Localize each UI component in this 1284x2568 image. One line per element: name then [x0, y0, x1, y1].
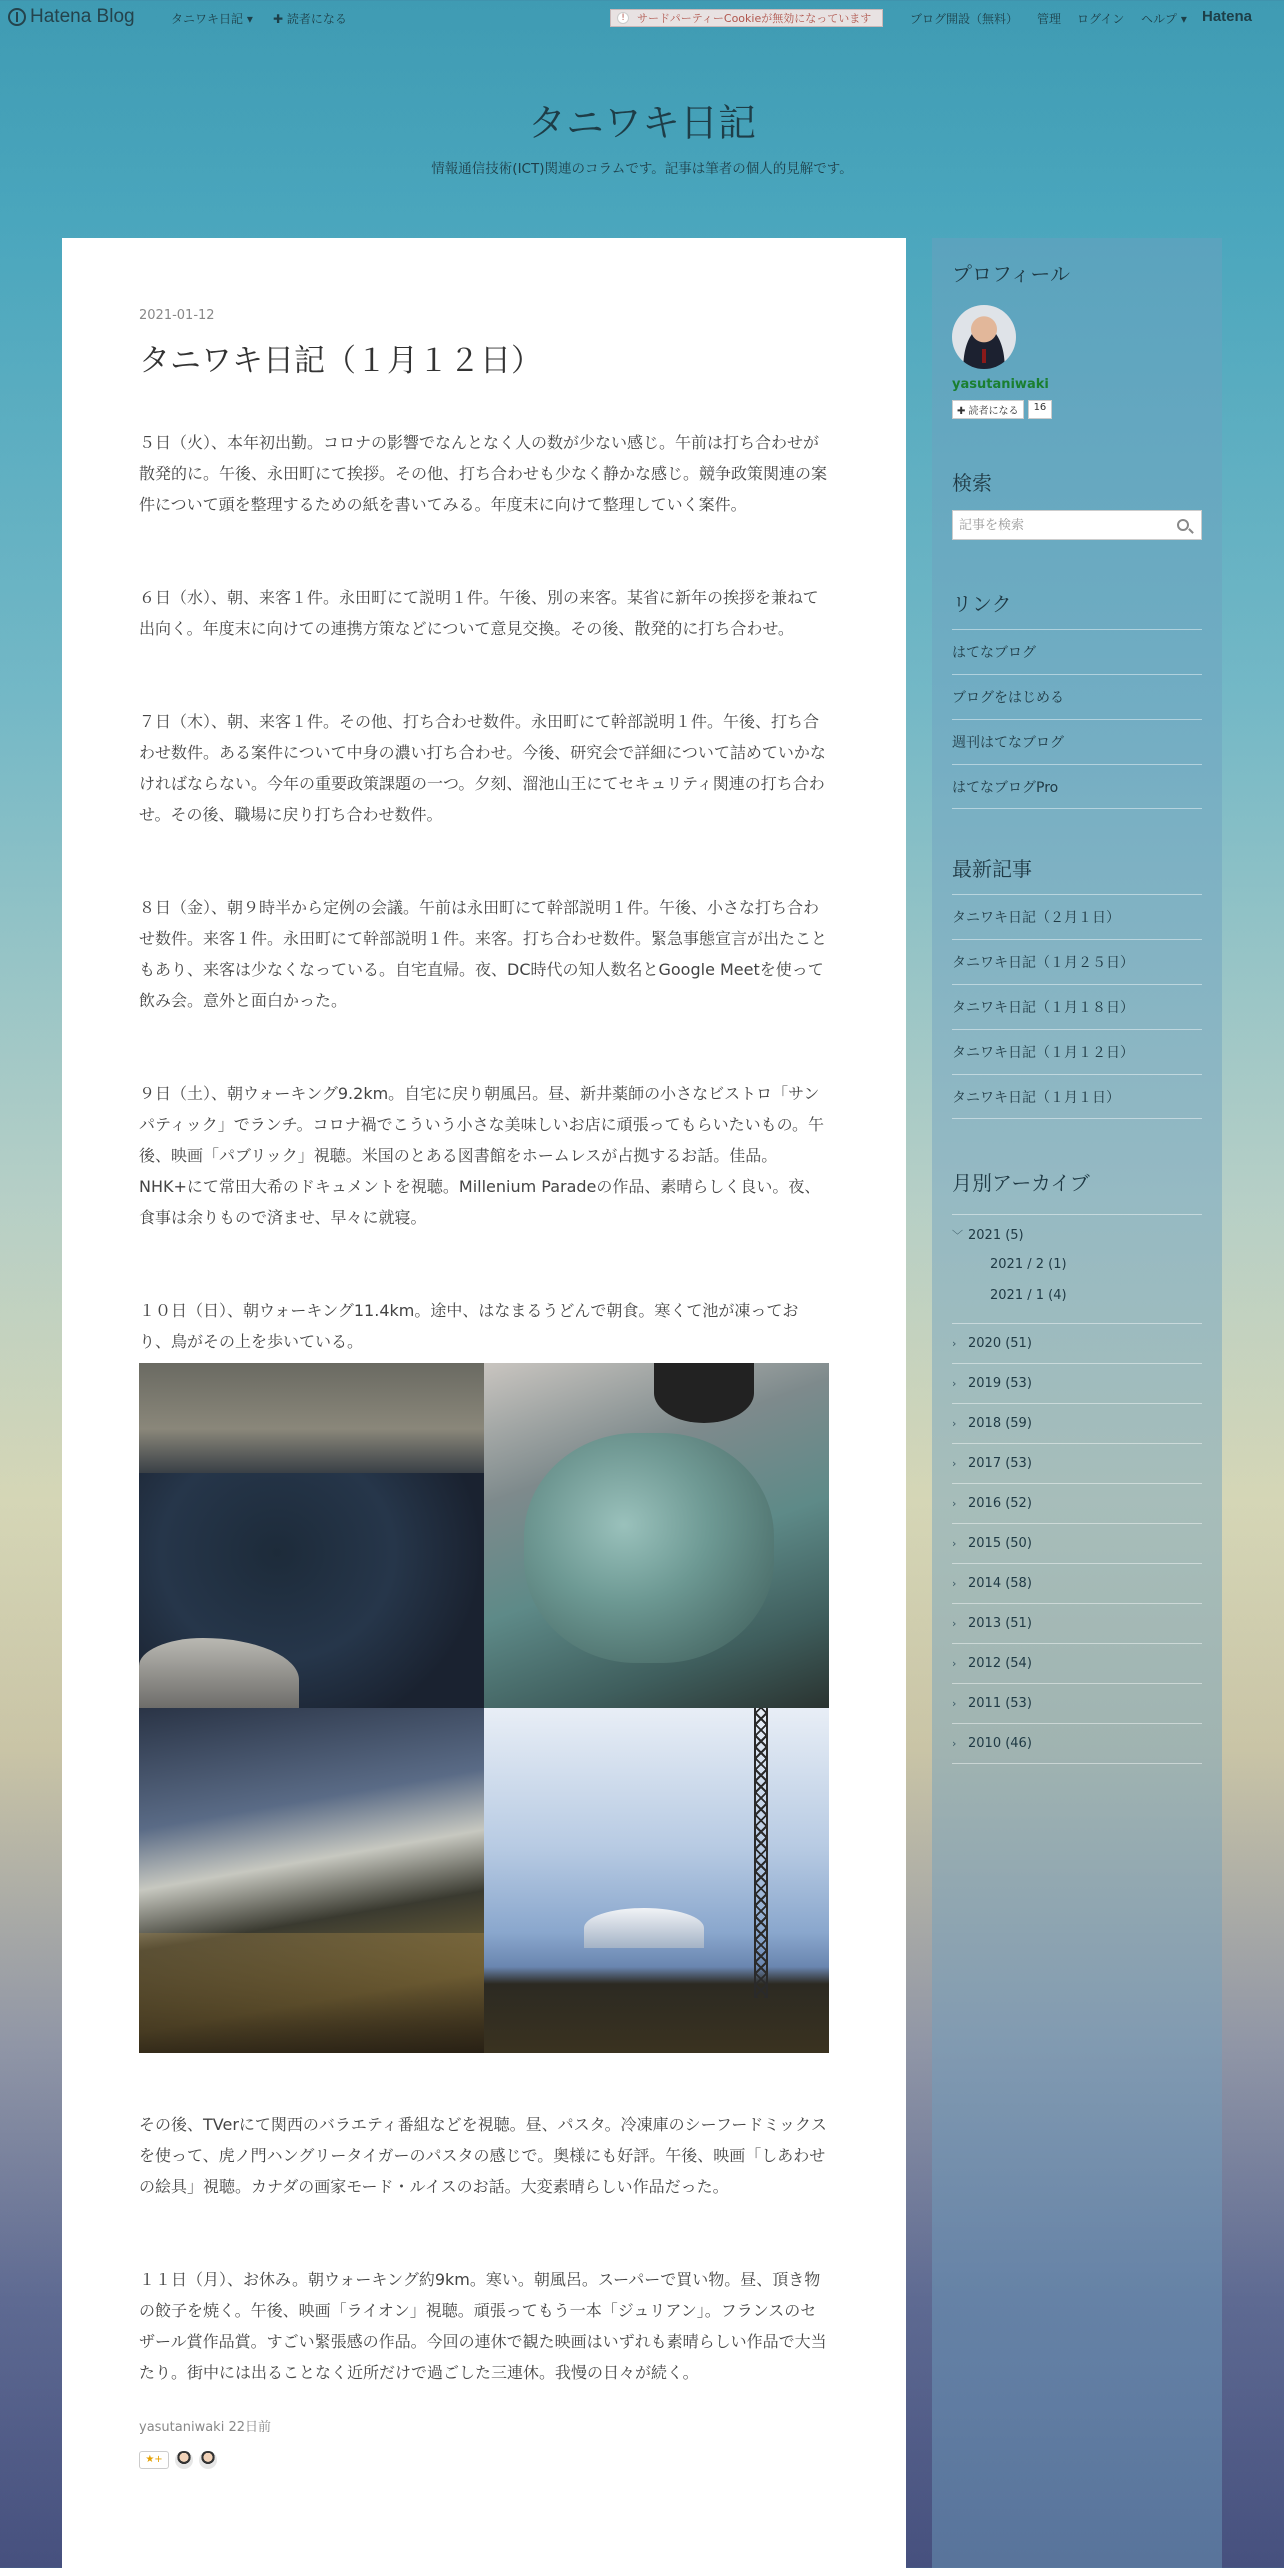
archive-year-label[interactable]: 2010 (46): [968, 1736, 1032, 1751]
archive-year-item[interactable]: [952, 1563, 1202, 1603]
archive-year-label[interactable]: 2020 (51): [968, 1336, 1032, 1351]
archive-month-list: [952, 1249, 1202, 1311]
archive-year-item[interactable]: [952, 1723, 1202, 1764]
manage-link[interactable]: 管理: [1037, 12, 1062, 26]
entry-paragraph: １１日（月）、お休み。朝ウォーキング約9km。寒い。朝風呂。スーパーで買い物。昼、頂き物の餃子を焼く。午後、映画「ライオン」視聴。頑張ってもう一本「ジュリアン」。フランスのセザール賞作品賞。すごい緊張感の作品。今回の連休で観た映画はいずれも素晴らしい作品で大当たり。街中には出ることなく近所だけで過ごした三連休。我慢の日々が続く。: [139, 2270, 827, 2383]
archive-heading: 月別アーカイブ: [952, 1171, 1090, 1195]
open-blog-link[interactable]: ブログ開設（無料）: [910, 12, 1019, 26]
entry-paragraph: ５日（火）、本年初出勤。コロナの影響でなんとなく人の数が少ない感じ。午前は打ち合わせが散発的に。午後、永田町にて挨拶。その他、打ち合わせも少なく静かな感じ。競争政策関連の案件について頭を整理するための紙を書いてみる。年度末に向けて整理していく案件。: [139, 433, 828, 515]
post-date[interactable]: 2021-01-12: [139, 308, 215, 323]
archive-year-item[interactable]: [952, 1403, 1202, 1443]
add-star-button[interactable]: ★+: [139, 2451, 169, 2469]
blog-menu-dropdown[interactable]: タニワキ日記 ▾: [171, 12, 253, 26]
post-footer-author[interactable]: yasutaniwaki 22日前: [139, 2420, 271, 2436]
brand-text: Hatena Blog: [30, 6, 135, 27]
blog-description: 情報通信技術(ICT)関連のコラムです。記事は筆者の個人的見解です。: [431, 161, 853, 177]
recent-post-item[interactable]: タニワキ日記（２月１日）: [952, 894, 1202, 939]
chevron-right-icon[interactable]: ›: [952, 1737, 957, 1750]
recent-heading: 最新記事: [952, 857, 1032, 881]
mount-fuji-photo[interactable]: [484, 1708, 829, 2053]
chevron-right-icon[interactable]: ›: [952, 1617, 957, 1630]
statue-photo[interactable]: [484, 1363, 829, 1708]
search-icon[interactable]: [1177, 519, 1189, 531]
recent-post-item[interactable]: タニワキ日記（１月２５日）: [952, 939, 1202, 984]
archive-year-item[interactable]: [952, 1214, 1202, 1323]
link-item[interactable]: はてなブログ: [952, 629, 1202, 674]
archive-year-item[interactable]: [952, 1643, 1202, 1683]
photo-grid: [139, 1363, 829, 2053]
chevron-right-icon[interactable]: ›: [952, 1497, 957, 1510]
archive-year-label[interactable]: 2017 (53): [968, 1456, 1032, 1471]
archive-year-label[interactable]: 2021 (5): [968, 1228, 1024, 1243]
archive-year-label[interactable]: 2016 (52): [968, 1496, 1032, 1511]
help-dropdown[interactable]: ヘルプ ▾: [1141, 12, 1187, 26]
chevron-right-icon[interactable]: ›: [952, 1377, 957, 1390]
hatena-blog-logo[interactable]: [8, 6, 135, 28]
reader-count[interactable]: 16: [1028, 400, 1053, 419]
cookie-warning-banner: [610, 9, 883, 27]
post-title[interactable]: タニワキ日記（１月１２日）: [139, 343, 542, 379]
search-module: [952, 467, 1202, 540]
entry-paragraph: ９日（土）、朝ウォーキング9.2km。自宅に戻り朝風呂。昼、新井薬師の小さなビストロ「サンパティック」でランチ。コロナ禍でこういう小さな美味しいお店に頑張ってもらいたいもの。午後、映画「パブリック」視聴。米国のとある図書館をホームレスが占拠するお話。佳品。NHK+にて常田大希のドキュメントを視聴。Millenium Paradeの作品、素晴らしく良い。夜、食事は余りもので済ませ、早々に就寝。: [139, 1084, 824, 1228]
entry-paragraph: ８日（金）、朝９時半から定例の会議。午前は永田町にて幹部説明１件。午後、小さな打ち合わせ数件。来客１件。永田町にて幹部説明１件。来客。打ち合わせ数件。緊急事態宣言が出たこともあり、来客は少なくなっている。自宅直帰。夜、DC時代の知人数名とGoogle Meetを使って飲み会。意外と面白かった。: [139, 898, 828, 1011]
chevron-right-icon[interactable]: ›: [952, 1417, 957, 1430]
archive-year-item[interactable]: [952, 1683, 1202, 1723]
archive-year-item[interactable]: [952, 1483, 1202, 1523]
recent-post-item[interactable]: タニワキ日記（１月１日）: [952, 1074, 1202, 1119]
archive-year-label[interactable]: 2013 (51): [968, 1616, 1032, 1631]
archive-year-label[interactable]: 2014 (58): [968, 1576, 1032, 1591]
archive-year-label[interactable]: 2011 (53): [968, 1696, 1032, 1711]
sidebar: [932, 238, 1222, 2568]
archive-year-item[interactable]: [952, 1523, 1202, 1563]
profile-avatar[interactable]: [952, 305, 1016, 369]
link-item[interactable]: はてなブログPro: [952, 764, 1202, 809]
archive-list: [952, 1214, 1202, 1764]
star-row: [139, 2451, 829, 2469]
archive-year-label[interactable]: 2018 (59): [968, 1416, 1032, 1431]
main-article: [62, 238, 906, 2568]
archive-module: [952, 1167, 1202, 1764]
archive-month-item[interactable]: 2021 / 1 (4): [990, 1288, 1067, 1303]
chevron-right-icon[interactable]: ›: [952, 1577, 957, 1590]
subscribe-button[interactable]: ✚ 読者になる: [952, 400, 1024, 419]
entry-paragraph: ６日（水）、朝、来客１件。永田町にて説明１件。午後、別の来客。某省に新年の挨拶を兼ねて出向く。年度末に向けての連携方策などについて意見交換。その後、散発的に打ち合わせ。: [139, 588, 819, 639]
ice-reflection-photo[interactable]: [139, 1708, 484, 2053]
recent-post-item[interactable]: タニワキ日記（１月１２日）: [952, 1029, 1202, 1074]
archive-year-label[interactable]: 2015 (50): [968, 1536, 1032, 1551]
profile-module: [952, 258, 1202, 419]
hatena-logo-icon: [8, 8, 26, 26]
chevron-down-icon[interactable]: ﹀: [952, 1229, 963, 1242]
entry-content: [139, 427, 829, 2388]
link-item[interactable]: ブログをはじめる: [952, 674, 1202, 719]
links-heading: リンク: [952, 592, 1012, 616]
archive-year-item[interactable]: [952, 1323, 1202, 1363]
star-user-avatar[interactable]: [199, 2451, 217, 2469]
entry-paragraph: １０日（日）、朝ウォーキング11.4km。途中、はなまるうどんで朝食。寒くて池が凍っており、鳥がその上を歩いている。: [139, 1301, 799, 1352]
frozen-pond-photo[interactable]: [139, 1363, 484, 1708]
archive-year-item[interactable]: [952, 1443, 1202, 1483]
info-icon: !: [617, 12, 629, 24]
hatena-topbar: [0, 0, 1284, 38]
reader-row: [952, 400, 1202, 419]
archive-year-item[interactable]: [952, 1363, 1202, 1403]
archive-year-item[interactable]: [952, 1603, 1202, 1643]
chevron-right-icon[interactable]: ›: [952, 1697, 957, 1710]
chevron-right-icon[interactable]: ›: [952, 1537, 957, 1550]
link-item[interactable]: 週刊はてなブログ: [952, 719, 1202, 764]
subscribe-link[interactable]: ✚ 読者になる: [273, 12, 347, 26]
archive-month-item[interactable]: 2021 / 2 (1): [990, 1257, 1067, 1272]
search-heading: 検索: [952, 471, 992, 495]
recent-list: [952, 894, 1202, 1119]
profile-name[interactable]: yasutaniwaki: [952, 377, 1049, 392]
entry-paragraph: その後、TVerにて関西のバラエティ番組などを視聴。昼、パスタ。冷凍庫のシーフードミックスを使って、虎ノ門ハングリータイガーのパスタの感じで。奥様にも好評。午後、映画「しあわせの絵具」視聴。カナダの画家モード・ルイスのお話。大変素晴らしい作品だった。: [139, 2115, 827, 2197]
chevron-right-icon[interactable]: ›: [952, 1457, 957, 1470]
recent-posts-module: [952, 853, 1202, 1119]
profile-heading: プロフィール: [952, 262, 1070, 286]
login-link[interactable]: ログイン: [1077, 12, 1125, 26]
archive-year-label[interactable]: 2019 (53): [968, 1376, 1032, 1391]
cookie-warning-text: サードパーティーCookieが無効になっています: [637, 12, 872, 25]
search-box: [952, 510, 1202, 540]
links-module: [952, 588, 1202, 809]
chevron-right-icon[interactable]: ›: [952, 1337, 957, 1350]
links-list: [952, 629, 1202, 809]
search-input[interactable]: [953, 518, 1173, 533]
archive-year-label[interactable]: 2012 (54): [968, 1656, 1032, 1671]
chevron-right-icon[interactable]: ›: [952, 1657, 957, 1670]
recent-post-item[interactable]: タニワキ日記（１月１８日）: [952, 984, 1202, 1029]
blog-title[interactable]: タニワキ日記: [527, 101, 756, 145]
hatena-link[interactable]: Hatena: [1202, 8, 1253, 25]
star-user-avatar[interactable]: [175, 2451, 193, 2469]
entry-paragraph: ７日（木）、朝、来客１件。その他、打ち合わせ数件。永田町にて幹部説明１件。午後、打ち合わせ数件。ある案件について中身の濃い打ち合わせ。今後、研究会で詳細について詰めていかなければならない。今年の重要政策課題の一つ。夕刻、溜池山王にてセキュリティ関連の打ち合わせ。その後、職場に戻り打ち合わせ数件。: [139, 712, 826, 825]
